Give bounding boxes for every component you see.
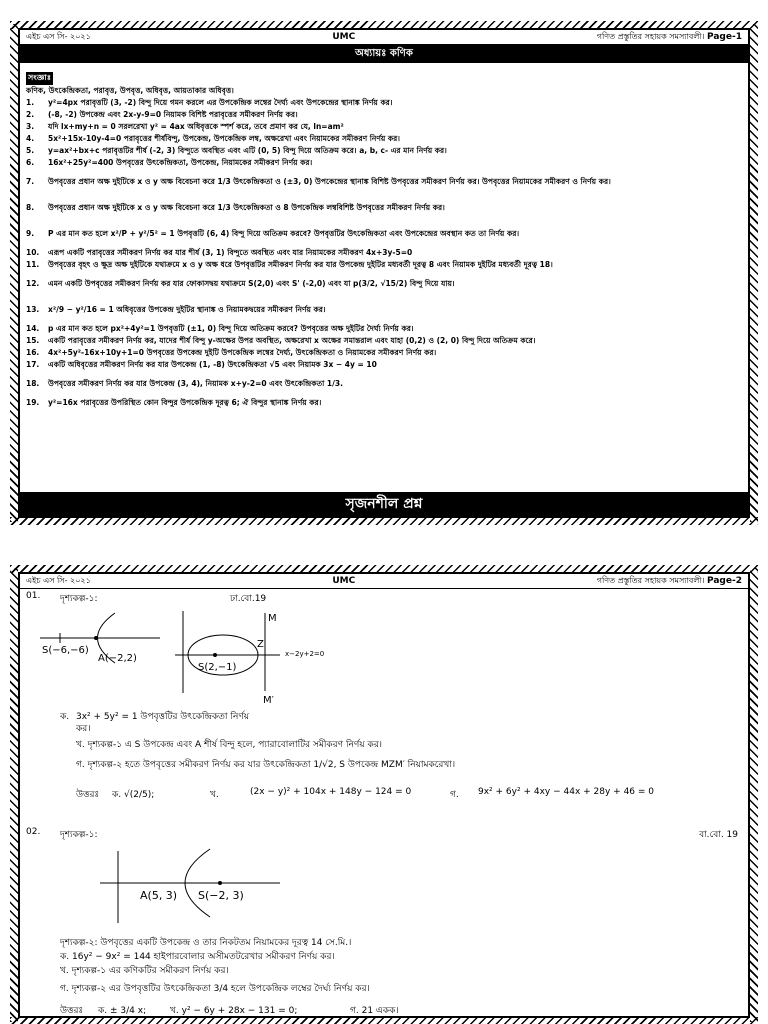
question-item (26, 371, 742, 397)
q01-answer-ga: 9x² + 6y² + 4xy − 44x + 28y + 46 = 0 (478, 787, 655, 797)
q01-ka-cont: কর। (76, 724, 91, 734)
question-number: 5. (26, 146, 35, 155)
fig2-line-label: x−2y+2=0 (285, 650, 325, 658)
q01-answer-kha-label: খ. (210, 790, 219, 800)
q02-figure (80, 841, 300, 931)
question-number: 2. (26, 110, 35, 119)
question-number: 4. (26, 134, 35, 143)
page-2 (18, 572, 750, 1018)
question-number: 17. (26, 360, 40, 369)
definitions-text: কণিক, উৎকেন্দ্রিকতা, পরাবৃত্ত, উপবৃত্ত, অধিবৃত্ত, আয়তাকার অধিবৃত্ত। (26, 86, 234, 95)
q01-board: ঢা.বো.19 (230, 594, 267, 604)
q01-ka-label: ক. (60, 712, 70, 722)
question-text: উপবৃত্তের প্রধান অক্ষ দুইটিকে x ও y অক্ষ বিবেচনা করে 1/3 উৎকেন্দ্রিকতা ও (±3, 0) উপকেন্দ্রের স্থানাঙ্ক বিশিষ্ট উপবৃত্তের সমীকরণ নির্ণয় কর। উপবৃত্তের নিয়ামকের সমীকরণ ও নির্ণয় কর। (48, 177, 611, 186)
fig2-z-label: Z (257, 639, 264, 650)
question-text: যদি lx+my+n = 0 সরলরেখা y² = 4ax অধিবৃত্তকে স্পর্শ করে, তবে প্রমাণ কর যে, ln=am² (48, 122, 344, 131)
question-number: 14. (26, 324, 40, 333)
question-item (26, 347, 742, 359)
question-number: 18. (26, 379, 40, 388)
q01-stem-label: দৃশ্যকল্প-১: (60, 594, 98, 604)
creative-questions (20, 589, 748, 1014)
definitions-title: সংজ্ঞাঃ (26, 72, 53, 85)
q01-kha: খ. দৃশ্যকল্প-১ এ S উপকেন্দ্র এবং A শীর্ষ বিন্দু হলে, প্যারাবোলাটির সমীকরণ নির্ণয় কর। (76, 740, 383, 750)
page-header (20, 30, 748, 45)
q02-answer-ga: গ. 21 একক। (350, 1006, 399, 1016)
fig2-s-label: S(2,−1) (198, 662, 237, 673)
question-text: (-8, -2) উপকেন্দ্র এবং 2x-y-9=0 নিয়ামক বিশিষ্ট পরাবৃত্তের সমীকরণ নির্ণয় কর। (48, 110, 298, 119)
header-right-text: গণিত প্রস্তুতির সহায়ক সমস্যাবলী। (596, 575, 705, 585)
question-item (26, 195, 742, 221)
question-item (26, 157, 742, 169)
question-list (20, 63, 748, 409)
question-number: 1. (26, 98, 35, 107)
page-1 (18, 28, 750, 518)
border-decoration-right (750, 24, 758, 522)
border-decoration-left (10, 24, 18, 522)
question-number: 11. (26, 260, 40, 269)
q01-number: 01. (26, 591, 41, 601)
page-number: Page-1 (707, 31, 742, 42)
question-number: 16. (26, 348, 40, 357)
q01-answer-label: উত্তরঃ (76, 790, 100, 800)
fig1-a-label: A(−2,2) (98, 653, 137, 664)
question-text: 4x²+5y²-16x+10y+1=0 উপবৃত্তের উপকেন্দ্র দুইটি উপকেন্দ্রিক লম্বের দৈর্ঘ্য, উৎকেন্দ্রিকতা ও নিয়ামকের সমীকরণ নির্ণয় কর। (48, 348, 437, 357)
q01-figures (20, 603, 360, 703)
question-number: 3. (26, 122, 35, 131)
section-title-creative: সৃজনশীল প্রশ্ন (20, 492, 748, 516)
q02-ga: গ. দৃশ্যকল্প-২ এর উপবৃত্তটির উৎকেন্দ্রিকতা 3/4 হলে উপকেন্দ্রিক লম্বের দৈর্ঘ্য নির্ণয় কর। (60, 984, 370, 994)
border-decoration-right (750, 568, 758, 1022)
question-number: 13. (26, 305, 40, 314)
q02-number: 02. (26, 827, 41, 837)
fig3-focus-point (218, 881, 222, 885)
q02-board: বা.বো. 19 (699, 830, 738, 840)
question-item (26, 109, 742, 121)
question-item (26, 247, 742, 259)
header-right-text: গণিত প্রস্তুতির সহায়ক সমস্যাবলী। (596, 31, 705, 41)
border-decoration-left (10, 568, 18, 1022)
question-number: 6. (26, 158, 35, 167)
question-text: এমন একটি উপবৃত্তের সমীকরণ নির্ণয় কর যার ফোকাসদ্বয় যথাক্রমে S(2,0) এবং S' (-2,0) এবং যা p(3/2, √15/2) বিন্দু দিয়ে যায়। (48, 279, 455, 288)
question-text: P এর মান কত হলে x²/P + y²/5² = 1 উপবৃত্তটি (6, 4) বিন্দু দিয়ে অতিক্রম করবে? উপবৃত্তটির উৎকেন্দ্রিকতা এবং উপকেন্দ্রের অবস্থান কত তা নির্ণয় কর। (48, 229, 520, 238)
page-header (20, 574, 748, 589)
question-item (26, 145, 742, 157)
question-item (26, 97, 742, 109)
question-text: y=ax²+bx+c পরাবৃত্তটির শীর্ষ (-2, 3) বিন্দুতে অবস্থিত এবং এটি (0, 5) বিন্দু দিয়ে অতিক্রম করে। a, b, c- এর মান নির্ণয় কর। (48, 146, 447, 155)
question-item (26, 259, 742, 271)
question-text: একটি পরাবৃত্তের সমীকরণ নির্ণয় কর, যাদের শীর্ষ বিন্দু y-অক্ষের উপর অবস্থিত, অক্ষরেখা x অক্ষের সমান্তরাল এবং যাহা (0,2) ও (2, 0) বিন্দু দিয়ে অতিক্রম করে। (48, 336, 536, 345)
question-item (26, 221, 742, 247)
questions-container (26, 97, 742, 409)
question-text: 16x²+25y²=400 উপবৃত্তের উৎকেন্দ্রিকতা, উপকেন্দ্র, নিয়ামকের সমীকরণ নির্ণয় কর। (48, 158, 313, 167)
question-text: y²=16x পরাবৃত্তের উপরিস্থিত কোন বিন্দুর উপকেন্দ্রিক দূরত্ব 6; ঐ বিন্দুর স্থানাঙ্ক নির্ণয় কর। (48, 398, 322, 407)
question-text: এরূপ একটি পরাবৃত্তের সমীকরণ নির্ণয় কর যার শীর্ষ (3, 1) বিন্দুতে অবস্থিত এবং যার নিয়ামকের সমীকরণ 4x+3y-5=0 (48, 248, 413, 257)
question-item (26, 335, 742, 347)
q01-ga: গ. দৃশ্যকল্প-২ হতে উপবৃত্তের সমীকরণ নির্ণয় কর যার উৎকেন্দ্রিকতা 1/√2, S উপকেন্দ্র MZM′ নিয়ামকরেখা। (76, 760, 456, 770)
q01-answer-ga-label: গ. (450, 790, 459, 800)
q02-kha: খ. দৃশ্যকল্প-১ এর কণিকটির সমীকরণ নির্ণয় কর। (60, 966, 229, 976)
header-center: UMC (332, 576, 356, 586)
fig2-m-bottom: M′ (263, 695, 274, 703)
chapter-title: অধ্যায়ঃ কণিক (20, 45, 748, 63)
question-text: y²=4px পরাবৃত্তটি (3, -2) বিন্দু দিয়ে গমন করলে এর উপকেন্দ্রিক লম্বের দৈর্ঘ্য এবং উপকেন্দ্রের স্থানাঙ্ক নির্ণয় কর। (48, 98, 393, 107)
q01-ka: 3x² + 5y² = 1 উপবৃত্তটির উৎকেন্দ্রিকতা নির্ণয় (76, 712, 250, 722)
question-item (26, 169, 742, 195)
q02-answer-label: উত্তরঃ (60, 1006, 84, 1016)
question-item (26, 121, 742, 133)
question-item (26, 271, 742, 297)
q01-answer-ka: ক. √(2/5); (112, 790, 155, 800)
question-item (26, 133, 742, 145)
question-number: 8. (26, 203, 35, 212)
question-number: 15. (26, 336, 40, 345)
fig3-a-label: A(5, 3) (140, 889, 178, 902)
q02-answer-ka: ক. ± 3/4 x; (98, 1006, 147, 1016)
question-text: উপবৃত্তের প্রধান অক্ষ দুইটিকে x ও y অক্ষ বিবেচনা করে 1/3 উৎকেন্দ্রিকতা ও 8 উপকেন্দ্রিক লম্ববিশিষ্ট উপবৃত্তের সমীকরণ নির্ণয় কর। (48, 203, 445, 212)
q01-answer-kha: (2x − y)² + 104x + 148y − 124 = 0 (250, 787, 412, 797)
question-number: 9. (26, 229, 35, 238)
question-item (26, 297, 742, 323)
question-text: 5x²+15x-10y-4=0 পরাবৃত্তের শীর্ষবিন্দু, উপকেন্দ্র, উপকেন্দ্রিক লম্ব, অক্ষরেখা এবং নিয়ামকের সমীকরণ নির্ণয় কর। (48, 134, 400, 143)
question-item (26, 397, 742, 409)
fig2-focus-point (213, 653, 217, 657)
header-left: এইচ এস সি- ২০২১ (26, 575, 91, 585)
question-item (26, 359, 742, 371)
question-text: x²/9 − y²/16 = 1 অধিবৃত্তের উপকেন্দ্র দুইটির স্থানাঙ্ক ও নিয়ামকদ্বয়ের সমীকরণ নির্ণয় কর। (48, 305, 326, 314)
q02-stem-label: দৃশ্যকল্প-১: (60, 830, 98, 840)
fig2-m-top: M (268, 613, 277, 624)
q02-answer-kha: খ. y² − 6y + 28x − 131 = 0; (170, 1006, 298, 1016)
header-left: এইচ এস সি- ২০২১ (26, 31, 91, 41)
question-text: p এর মান কত হলে px²+4y²=1 উপবৃত্তটি (±1, 0) বিন্দু দিয়ে অতিক্রম করবে? উপবৃত্তের অক্ষ দুইটির দৈর্ঘ্য নির্ণয় কর। (48, 324, 414, 333)
header-right (597, 31, 742, 44)
header-center: UMC (332, 32, 356, 42)
question-text: একটি অধিবৃত্তের সমীকরণ নির্ণয় কর যার উপকেন্দ্র (1, -8) উৎকেন্দ্রিকতা √5 এবং নিয়ামক 3x − 4y = 10 (48, 360, 377, 369)
header-right (597, 575, 742, 588)
page-number: Page-2 (707, 575, 742, 586)
fig3-s-label: S(−2, 3) (198, 889, 244, 902)
question-number: 19. (26, 398, 40, 407)
question-number: 7. (26, 177, 35, 186)
question-text: উপবৃত্তের সমীকরণ নির্ণয় কর যার উপকেন্দ্র (3, 4), নিয়ামক x+y-2=0 এবং উৎকেন্দ্রিকতা 1/3. (48, 379, 343, 388)
question-number: 10. (26, 248, 40, 257)
question-text: উপবৃত্তের বৃহৎ ও ক্ষুদ্র অক্ষ দুইটিকে যথাক্রমে x ও y অক্ষ ধরে উপবৃত্তটির সমীকরণ নির্ণয় কর যার উপকেন্দ্র দুইটির মধ্যবর্তী দূরত্ব 8 এবং নিয়ামক দুইটির মধ্যবর্তী দূরত্ব 18। (48, 260, 553, 269)
fig1-s-label: S(−6,−6) (42, 645, 89, 656)
q02-ka: ক. 16y² − 9x² = 144 হাইপারবোলার অসীমতটরেখার সমীকরণ নির্ণয় কর। (60, 952, 335, 962)
q02-stem-2: দৃশ্যকল্প-২: উপবৃত্তের একটি উপকেন্দ্র ও তার নিকটতম নিয়ামকের দূরত্ব 14 সে.মি.। (60, 938, 352, 948)
fig1-vertex-point (94, 636, 98, 640)
question-number: 12. (26, 279, 40, 288)
question-item (26, 323, 742, 335)
